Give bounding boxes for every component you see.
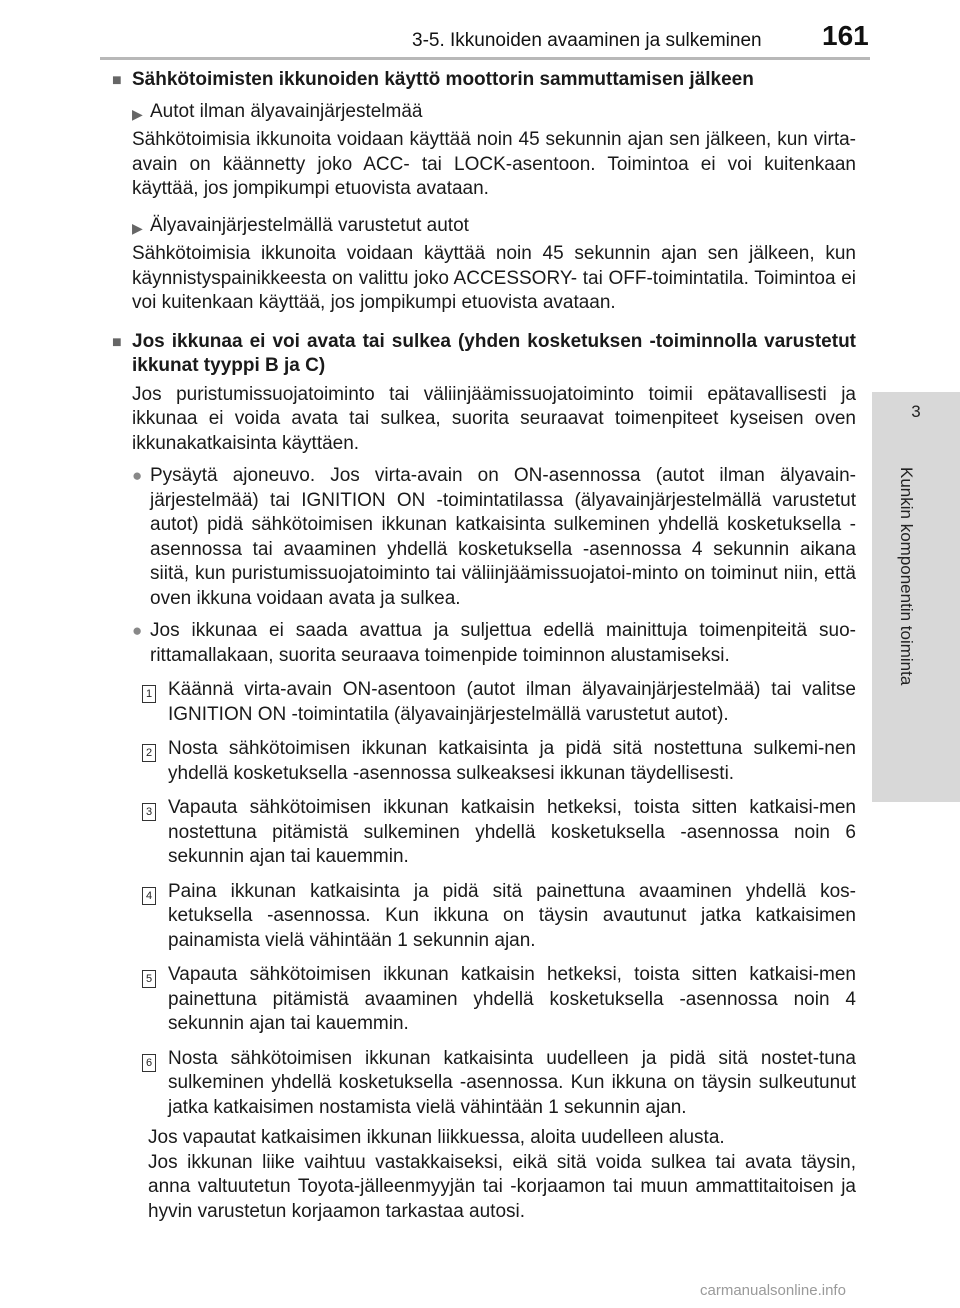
list-item	[112, 619, 856, 668]
section-heading	[112, 68, 856, 94]
subheading-text: Älyavainjärjestelmällä varustetut autot	[150, 214, 469, 236]
step-number-box: 3	[142, 803, 156, 821]
step-number-box: 4	[142, 887, 156, 905]
circle-bullet-icon: ●	[132, 621, 143, 640]
list-item-text: Pysäytä ajoneuvo. Jos virta-avain on ON-asennossa (autot ilman älyavain-järjestelmää) tai IGNITION ON -toimintatilassa (älyavainjärjestelmällä varustetut autot) pidä sähkötoimisen ikkunan katkaisinta sulkeminen yhdellä kosketuksella -asennossa tai avaaminen yhdellä kosketuksella -asennossa 4 sekunnin aikana siitä, kun puristumissuojatoiminto tai väliinjäämissuojatoi-minto on toiminut niin, että oven ikkuna voidaan avata ja sulkea.	[150, 465, 856, 609]
paragraph: Jos puristumissuojatoiminto tai väliinjäämissuojatoiminto toimii epätavallisesti ja ikkunaa ei voida avata tai sulkea, suorita seuraavat toimenpiteet kyseisen oven ikkunakatkaisinta käyttäen.	[132, 383, 856, 454]
step-item	[112, 963, 856, 1037]
step-text: Paina ikkunan katkaisinta ja pidä sitä painettuna avaaminen yhdellä kos-ketuksella -asennossa. Kun ikkuna on täysin avautunut jatka katkaisimen painamista vielä vähintään 1 sekunnin ajan.	[168, 880, 856, 951]
subheading-text: Autot ilman älyavainjärjestelmää	[150, 100, 423, 122]
step-number-box: 5	[142, 970, 156, 988]
watermark: carmanualsonline.info	[700, 1282, 846, 1299]
step-number-box: 1	[142, 685, 156, 703]
step-item	[112, 796, 856, 870]
note-paragraph: Jos vapautat katkaisimen ikkunan liikkuessa, aloita uudelleen alusta.	[148, 1127, 725, 1148]
step-text: Nosta sähkötoimisen ikkunan katkaisinta uudelleen ja pidä sitä nostet-tuna sulkeminen yhdellä kosketuksella -asennossa. Kun ikkuna on täysin sulkeutunut jatka katkaisimen nostamista vielä vähintään 1 sekunnin ajan.	[168, 1047, 856, 1118]
chapter-number: 3	[911, 402, 921, 421]
square-bullet-icon: ■	[112, 72, 122, 89]
list-item-text: Jos ikkunaa ei saada avattua ja suljettua edellä mainittuja toimenpiteitä suo-rittamallakaan, suorita seuraava toimenpide toiminnon alustamiseksi.	[150, 620, 856, 666]
square-bullet-icon: ■	[112, 333, 122, 351]
triangle-bullet-icon: ▶	[132, 105, 143, 122]
step-item	[112, 1047, 856, 1121]
page-content	[112, 68, 856, 1224]
section-title: 3-5. Ikkunoiden avaaminen ja sulkeminen	[412, 30, 762, 51]
paragraph: Sähkötoimisia ikkunoita voidaan käyttää noin 45 sekunnin ajan sen jälkeen, kun virta-avain on käännetty joko ACC- tai LOCK-asentoon. Toimintoa ei voi kuitenkaan käyttää, jos jompikumpi etuovista avataan.	[132, 129, 856, 199]
step-text: Nosta sähkötoimisen ikkunan katkaisinta ja pidä sitä nostettuna sulkemi-nen yhdellä kosketuksella -asennossa sulkeaksesi ikkunan täydellisesti.	[168, 738, 856, 784]
step-number-box: 2	[142, 744, 156, 762]
step-item	[112, 880, 856, 954]
header-divider	[100, 57, 870, 60]
chapter-side-tab	[872, 392, 960, 802]
step-number-box: 6	[142, 1054, 156, 1072]
step-text: Käännä virta-avain ON-asentoon (autot ilman älyavainjärjestelmää) tai valitse IGNITION ON -toimintatila (älyavainjärjestelmällä varustetut autot).	[168, 679, 856, 725]
step-item	[112, 678, 856, 727]
circle-bullet-icon: ●	[132, 466, 143, 485]
section-heading-text: Sähkötoimisten ikkunoiden käyttö moottorin sammuttamisen jälkeen	[132, 69, 754, 90]
section-heading-text: Jos ikkunaa ei voi avata tai sulkea (yhden kosketuksen -toiminnolla varustetut ikkunat tyyppi B ja C)	[132, 330, 856, 376]
page-number: 161	[822, 20, 869, 51]
chapter-label: Kunkin komponentin toiminta	[897, 467, 916, 686]
list-item	[112, 464, 856, 611]
note-paragraph: Jos ikkunan liike vaihtuu vastakkaiseksi, eikä sitä voida sulkea tai avata täysin, anna valtuutetun Toyota-jälleenmyyjän tai -korjaamon tai muun ammattitaitoisen ja hyvin varustetun korjaamon tarkastaa autosi.	[148, 1151, 856, 1222]
triangle-bullet-icon: ▶	[132, 219, 143, 236]
step-item	[112, 737, 856, 786]
subheading	[112, 214, 856, 241]
subheading	[112, 100, 856, 127]
step-text: Vapauta sähkötoimisen ikkunan katkaisin hetkeksi, toista sitten katkaisi-men nostettuna pitämistä sulkeminen yhdellä kosketuksella -asennossa noin 6 sekunnin ajan tai kauemmin.	[168, 797, 856, 867]
paragraph: Sähkötoimisia ikkunoita voidaan käyttää noin 45 sekunnin ajan sen jälkeen, kun käynnistyspainikkeesta on valittu joko ACCESSORY- tai OFF-toimintatila. Toimintoa ei voi kuitenkaan käyttää, jos jompikumpi etuovista avataan.	[132, 243, 856, 313]
step-text: Vapauta sähkötoimisen ikkunan katkaisin hetkeksi, toista sitten katkaisi-men painettuna pitämistä avaaminen yhdellä kosketuksella -asennossa noin 4 sekunnin ajan tai kauemmin.	[168, 964, 856, 1034]
section-heading	[112, 330, 856, 379]
